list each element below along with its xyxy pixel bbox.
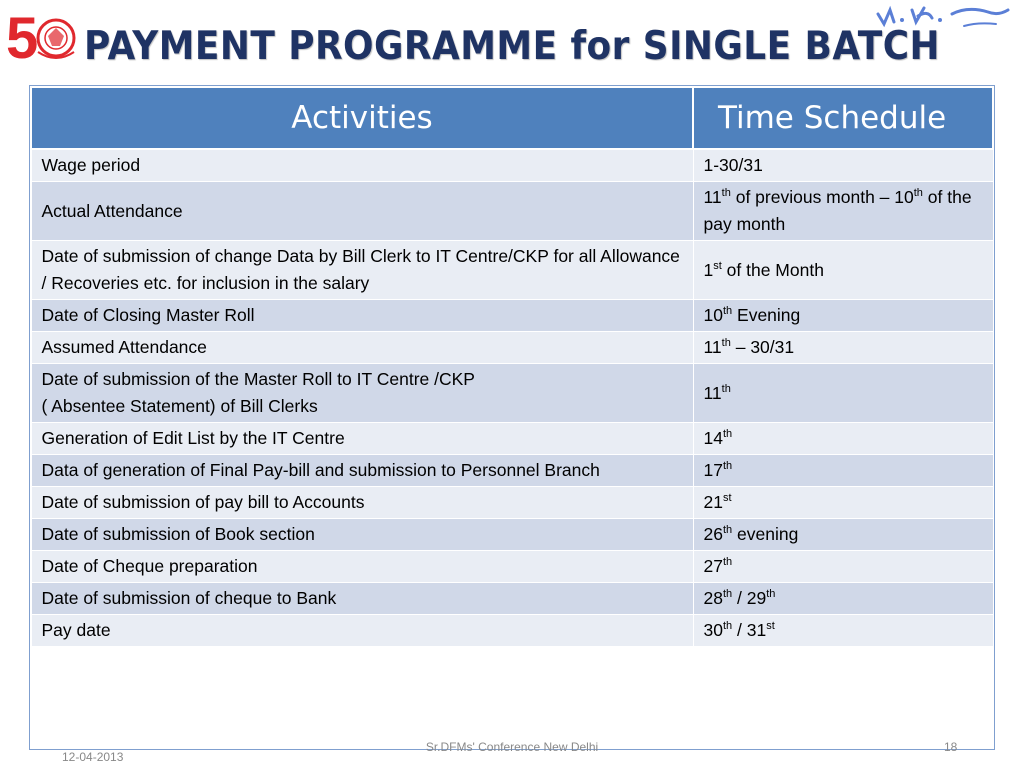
schedule-text: 1	[703, 259, 714, 280]
schedule-text: / 31	[732, 620, 767, 640]
schedule-ordinal-suffix: th	[766, 588, 776, 601]
header-activities: Activities	[31, 87, 693, 149]
schedule-cell	[693, 551, 993, 583]
table-row	[31, 332, 993, 364]
schedule-text: of the Month	[721, 259, 824, 280]
activity-cell: Date of submission of pay bill to Accounts	[31, 487, 693, 519]
schedule-text: 30	[703, 620, 723, 640]
schedule-cell	[693, 615, 993, 647]
table-row	[31, 615, 993, 647]
schedule-text: – 30/31	[730, 337, 795, 357]
schedule-text: of the pay month	[703, 187, 972, 234]
activity-cell: Actual Attendance	[31, 182, 693, 241]
schedule-text: 10	[703, 305, 723, 325]
footer-page-number: 18	[944, 740, 958, 754]
table-row	[31, 583, 993, 615]
schedule-cell	[693, 455, 993, 487]
schedule-cell	[693, 300, 993, 332]
schedule-ordinal-suffix: th	[722, 588, 733, 601]
table-row	[31, 423, 993, 455]
schedule-text: 28	[703, 588, 723, 608]
table-header-row	[31, 87, 993, 149]
table-row	[31, 519, 993, 551]
schedule-cell	[693, 423, 993, 455]
activity-cell: Date of submission of Book section	[31, 519, 693, 551]
schedule-cell	[693, 364, 993, 423]
activity-cell: Generation of Edit List by the IT Centre	[31, 423, 693, 455]
activity-cell: Date of Closing Master Roll	[31, 300, 693, 332]
schedule-cell	[693, 487, 993, 519]
table-row	[31, 487, 993, 519]
schedule-text: 11	[703, 382, 722, 403]
schedule-ordinal-suffix: th	[913, 187, 923, 200]
footer-date: 12-04-2013	[62, 750, 124, 764]
schedule-text: of previous month – 10	[730, 187, 914, 207]
activity-cell: Date of submission of change Data by Bill Clerk to IT Centre/CKP for all Allowance / Recoveries etc. for inclusion in the salary	[31, 241, 693, 300]
table-body	[31, 149, 993, 647]
schedule-ordinal-suffix: th	[722, 556, 733, 569]
schedule-cell	[693, 519, 993, 551]
table-row	[31, 551, 993, 583]
table-row	[31, 300, 993, 332]
schedule-text: 14	[703, 428, 723, 448]
schedule-text: 27	[703, 556, 723, 576]
schedule-ordinal-suffix: th	[722, 305, 733, 318]
activity-cell: Date of submission of the Master Roll to IT Centre /CKP ( Absentee Statement) of Bill Clerks	[31, 364, 693, 423]
schedule-ordinal-suffix: th	[721, 382, 731, 395]
activity-cell: Pay date	[31, 615, 693, 647]
page-title: PAYMENT PROGRAMME for SINGLE BATCH	[83, 24, 941, 69]
schedule-text: 17	[703, 460, 723, 480]
table-row	[31, 364, 993, 423]
activity-cell: Data of generation of Final Pay-bill and submission to Personnel Branch	[31, 455, 693, 487]
table-row	[31, 241, 993, 300]
schedule-cell	[693, 332, 993, 364]
footer-conference: Sr.DFMs' Conference New Delhi	[425, 740, 599, 754]
schedule-ordinal-suffix: st	[713, 259, 722, 272]
schedule-ordinal-suffix: th	[722, 460, 733, 473]
schedule-cell	[693, 182, 993, 241]
schedule-ordinal-suffix: th	[722, 428, 733, 441]
logo-number: 5	[6, 6, 39, 71]
schedule-ordinal-suffix: th	[722, 524, 733, 537]
schedule-cell	[693, 241, 993, 300]
schedule-text: 11	[703, 337, 722, 357]
table-row	[31, 149, 993, 182]
activity-cell: Date of Cheque preparation	[31, 551, 693, 583]
schedule-table	[30, 86, 994, 647]
schedule-text: evening	[732, 524, 799, 544]
activity-cell: Wage period	[31, 149, 693, 182]
schedule-text: 21	[703, 492, 723, 512]
schedule-ordinal-suffix: th	[721, 187, 731, 200]
schedule-text: / 29	[732, 588, 767, 608]
schedule-ordinal-suffix: st	[722, 492, 732, 505]
table-row	[31, 182, 993, 241]
activity-cell: Assumed Attendance	[31, 332, 693, 364]
schedule-text: Evening	[732, 305, 801, 325]
schedule-ordinal-suffix: th	[722, 620, 733, 633]
activity-cell: Date of submission of cheque to Bank	[31, 583, 693, 615]
schedule-cell	[693, 583, 993, 615]
schedule-cell	[693, 149, 993, 182]
schedule-ordinal-suffix: th	[721, 337, 731, 350]
schedule-text: 26	[703, 524, 723, 544]
schedule-text: 1-30/31	[703, 155, 763, 175]
schedule-ordinal-suffix: st	[766, 620, 775, 633]
header-time-schedule: Time Schedule	[693, 87, 993, 149]
table-row	[31, 455, 993, 487]
schedule-text: 11	[703, 187, 722, 207]
